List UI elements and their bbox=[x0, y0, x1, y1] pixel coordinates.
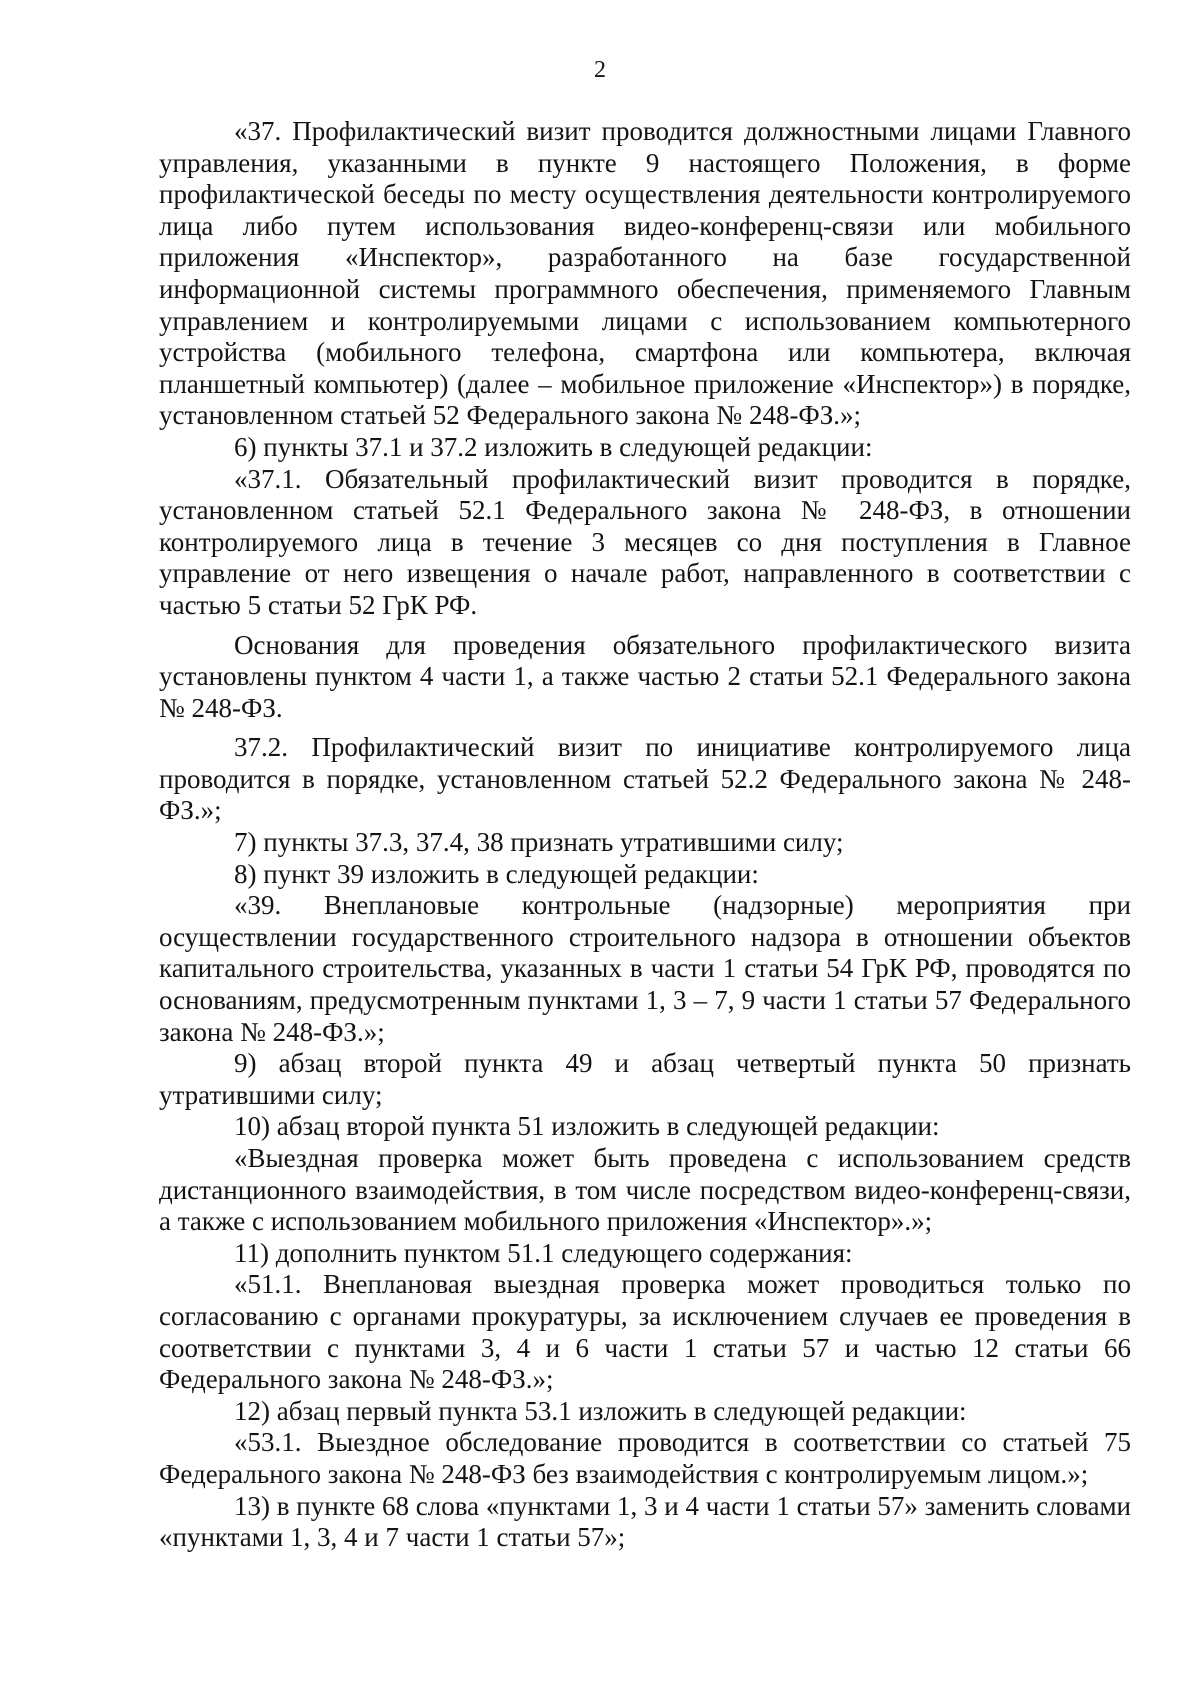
paragraph-amendment-13: 13) в пункте 68 слова «пунктами 1, 3 и 4 части 1 статьи 57» заменить словами «пунктами 1, 3, 4 и 7 части 1 статьи 57»; bbox=[159, 1490, 1131, 1553]
paragraph-grounds: Основания для проведения обязательного профилактического визита установлены пунктом 4 части 1, а также частью 2 статьи 52.1 Федерального закона № 248-ФЗ. bbox=[159, 629, 1131, 723]
paragraph-item-39: «39. Внеплановые контрольные (надзорные) мероприятия при осуществлении государственного строительного надзора в отношении объектов капитального строительства, указанных в части 1 статьи 54 ГрК РФ, проводятся по основаниям, предусмотренным пунктами 1, 3 – 7, 9 части 1 статьи 57 Федерального закона № 248-ФЗ.»; bbox=[159, 890, 1131, 1047]
paragraph-amendment-7: 7) пункты 37.3, 37.4, 38 признать утратившими силу; bbox=[234, 827, 844, 858]
paragraph-amendment-11: 11) дополнить пунктом 51.1 следующего содержания: bbox=[234, 1237, 853, 1268]
document-body bbox=[159, 116, 1131, 1554]
paragraph-item-37-1: «37.1. Обязательный профилактический визит проводится в порядке, установленном статьей 52.1 Федерального закона № 248-ФЗ, в отношении контролируемого лица в течение 3 месяцев со дня поступления в Главное управление от него извещения о начале работ, направленного в соответствии с частью 5 статьи 52 ГрК РФ. bbox=[159, 463, 1131, 620]
paragraph-field-inspection: «Выездная проверка может быть проведена с использованием средств дистанционного взаимодействия, в том числе посредством видео-конференц-связи, а также с использованием мобильного приложения «Инспектор».»; bbox=[159, 1143, 1131, 1237]
paragraph-item-37-2: 37.2. Профилактический визит по инициативе контролируемого лица проводится в порядке, установленном статьей 52.2 Федерального закона № 248-ФЗ.»; bbox=[159, 732, 1131, 826]
page-number: 2 bbox=[594, 57, 606, 83]
paragraph-item-53-1: «53.1. Выездное обследование проводится в соответствии со статьей 75 Федерального закона № 248-ФЗ без взаимодействия с контролируемым лицом.»; bbox=[159, 1427, 1131, 1489]
paragraph-amendment-6: 6) пункты 37.1 и 37.2 изложить в следующей редакции: bbox=[234, 431, 873, 462]
paragraph-amendment-10: 10) абзац второй пункта 51 изложить в следующей редакции: bbox=[234, 1111, 940, 1142]
paragraph-item-51-1: «51.1. Внеплановая выездная проверка может проводиться только по согласованию с органами прокуратуры, за исключением случаев ее проведения в соответствии с пунктами 3, 4 и 6 части 1 статьи 57 и частью 12 статьи 66 Федерального закона № 248-ФЗ.»; bbox=[159, 1269, 1131, 1395]
paragraph-amendment-9: 9) абзац второй пункта 49 и абзац четвертый пункта 50 признать утратившими силу; bbox=[159, 1048, 1131, 1110]
paragraph-amendment-8: 8) пункт 39 изложить в следующей редакции: bbox=[234, 858, 759, 889]
paragraph-amendment-12: 12) абзац первый пункта 53.1 изложить в следующей редакции: bbox=[234, 1395, 967, 1426]
paragraph-item-37: «37. Профилактический визит проводится должностными лицами Главного управления, указанными в пункте 9 настоящего Положения, в форме профилактической беседы по месту осуществления деятельности контролируемого лица либо путем использования видео-конференц-связи или мобильного приложения «Инспектор», разработанного на базе государственной информационной системы программного обеспечения, применяемого Главным управлением и контролируемыми лицами с использованием компьютерного устройства (мобильного телефона, смартфона или компьютера, включая планшетный компьютер) (далее – мобильное приложение «Инспектор») в порядке, установленном статьей 52 Федерального закона № 248-ФЗ.»; bbox=[159, 116, 1131, 431]
